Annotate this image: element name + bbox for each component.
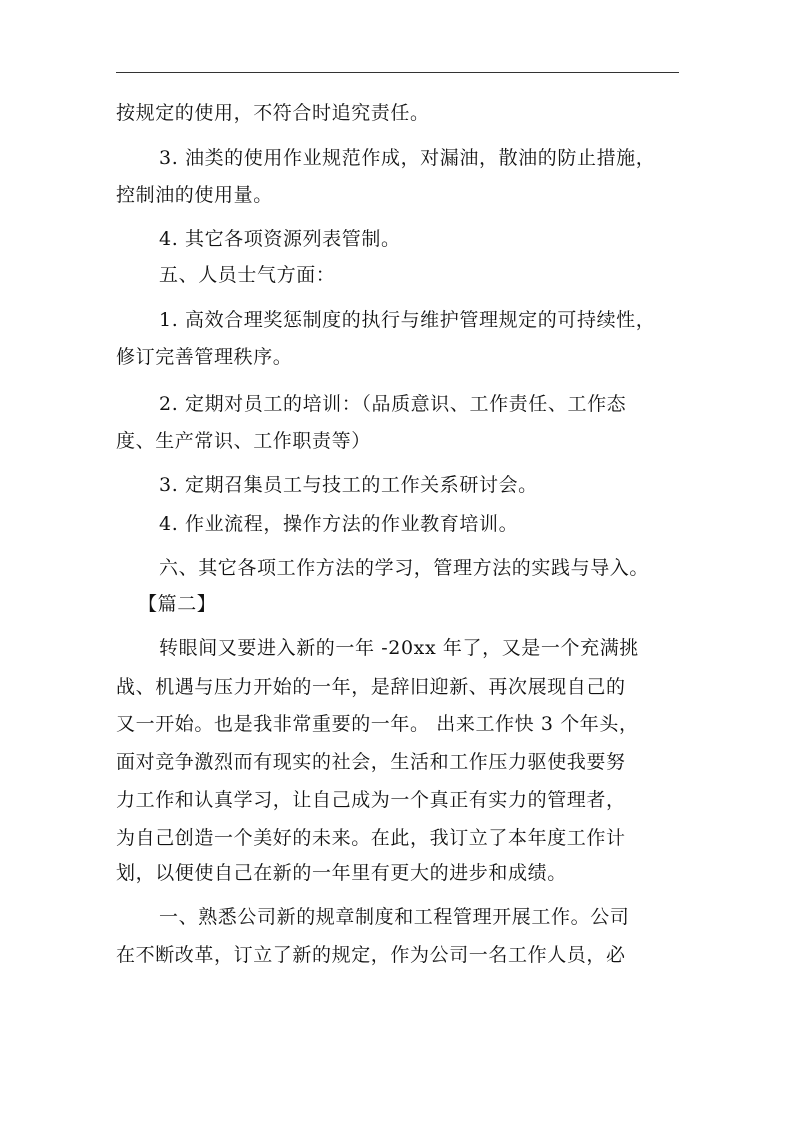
chapter-heading: 【篇二】 [138,593,217,615]
text-line: 面对竞争激烈而有现实的社会，生活和工作压力驱使我要努 [116,751,626,773]
text-line: 2. 定期对员工的培训：（品质意识、工作责任、工作态 [159,393,627,415]
text-line: 度、生产常识、工作职责等） [116,430,371,452]
text-line: 又一开始。也是我非常重要的一年。 出来工作快 3 个年头， [116,713,639,735]
text-line: 转眼间又要进入新的一年 -20xx 年了，又是一个充满挑 [159,637,639,659]
text-line: 在不断改革，订立了新的规定，作为公司一名工作人员，必 [116,944,626,966]
text-line: 4. 作业流程，操作方法的作业教育培训。 [159,513,519,535]
section-heading: 五、人员士气方面： [159,264,336,286]
text-line: 1. 高效合理奖惩制度的执行与维护管理规定的可持续性， [159,309,656,331]
text-line: 4. 其它各项资源列表管制。 [159,228,401,250]
text-line: 修订完善管理秩序。 [116,346,293,368]
text-line: 控制油的使用量。 [116,184,273,206]
text-line: 力工作和认真学习，让自己成为一个真正有实力的管理者， [116,789,626,811]
text-line: 划，以便使自己在新的一年里有更大的进步和成绩。 [116,862,567,884]
text-line: 为自己创造一个美好的未来。在此，我订立了本年度工作计 [116,827,626,849]
header-divider [116,72,679,73]
text-line: 按规定的使用，不符合时追究责任。 [116,102,430,124]
text-line: 3. 油类的使用作业规范作成，对漏油，散油的防止措施， [159,147,656,169]
text-line: 3. 定期召集员工与技工的工作关系研讨会。 [159,474,538,496]
text-line: 战、机遇与压力开始的一年，是辞旧迎新、再次展现自己的 [116,676,626,698]
section-heading: 一、熟悉公司新的规章制度和工程管理开展工作。公司 [159,906,630,928]
section-heading: 六、其它各项工作方法的学习，管理方法的实践与导入。 [159,557,650,579]
